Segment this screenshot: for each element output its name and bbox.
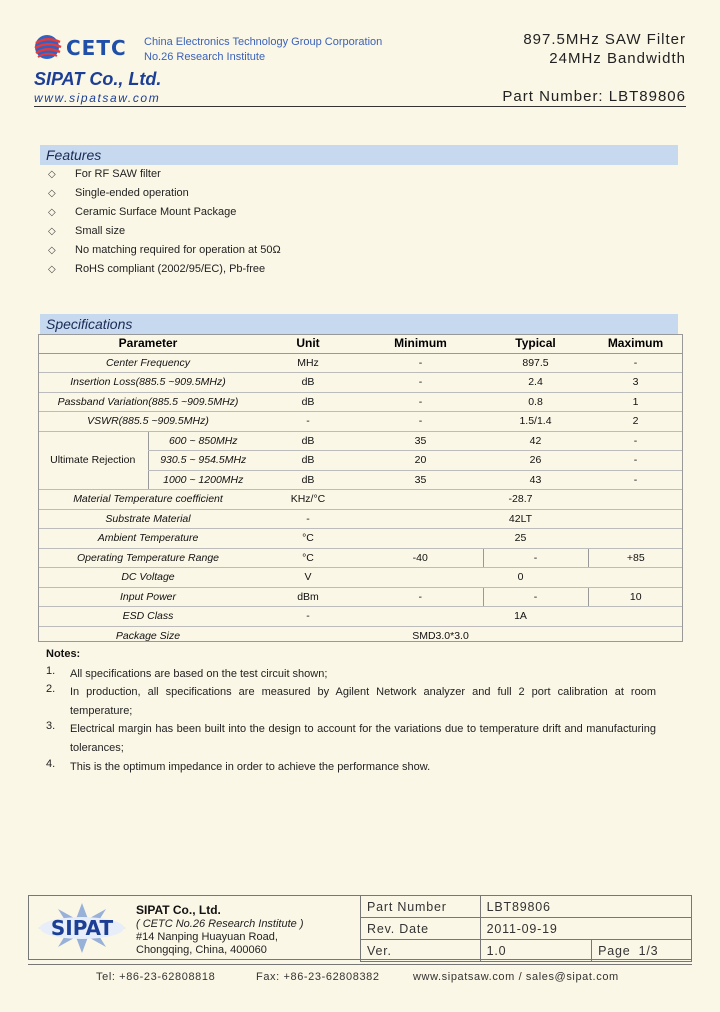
table-row: Input Power dBm - - 10 — [38, 587, 683, 607]
company-name: SIPAT Co., Ltd. — [34, 69, 162, 89]
footer-fax: Fax: +86-23-62808382 — [256, 971, 380, 983]
product-title: 897.5MHz SAW Filter — [523, 31, 686, 48]
org-name: China Electronics Technology Group Corporation — [144, 36, 383, 48]
footer-web-email[interactable]: www.sipatsaw.com / sales@sipat.com — [413, 971, 619, 983]
table-row: ESD Class - 1A — [38, 607, 683, 627]
features-heading: Features — [40, 145, 678, 165]
document-meta-table — [360, 895, 692, 962]
col-header-parameter: Parameter — [38, 334, 258, 353]
table-row: Part Number LBT89806 — [361, 896, 692, 918]
meta-rev-date: 2011-09-19 — [480, 918, 691, 940]
table-row: 1000 ~ 1200MHz dB 35 43 - — [38, 470, 683, 490]
footer-institute: ( CETC No.26 Research Institute ) — [136, 918, 304, 930]
diamond-bullet-icon: ◇ — [48, 169, 56, 180]
feature-item: ◇ Ceramic Surface Mount Package — [48, 204, 281, 223]
meta-version: 1.0 — [480, 940, 592, 962]
footer-company: SIPAT Co., Ltd. — [136, 903, 221, 917]
footer-address-line1: #14 Nanping Huayuan Road, — [136, 931, 278, 943]
globe-icon — [35, 35, 61, 59]
sipat-logo — [34, 901, 130, 955]
table-row: Ver. 1.0 Page 1/3 — [361, 940, 692, 962]
diamond-bullet-icon: ◇ — [48, 226, 56, 237]
meta-part-number: LBT89806 — [480, 896, 691, 918]
footer-address-line2: Chongqing, China, 400060 — [136, 944, 267, 956]
ultimate-rejection-label: Ultimate Rejection — [38, 431, 148, 490]
feature-item: ◇ RoHS compliant (2002/95/EC), Pb-free — [48, 261, 281, 280]
feature-item: ◇ No matching required for operation at 50Ω — [48, 242, 281, 261]
table-row: Operating Temperature Range °C -40 - +85 — [38, 548, 683, 568]
table-row: Center Frequency MHz - 897.5 - — [38, 353, 683, 373]
meta-page: Page 1/3 — [592, 940, 692, 962]
table-row: 930.5 ~ 954.5MHz dB 20 26 - — [38, 451, 683, 471]
footer-tel: Tel: +86-23-62808818 — [96, 971, 216, 983]
diamond-bullet-icon: ◇ — [48, 207, 56, 218]
table-row: Rev. Date 2011-09-19 — [361, 918, 692, 940]
col-header-unit: Unit — [258, 334, 358, 353]
features-list — [48, 166, 281, 280]
table-row: Ambient Temperature °C 25 — [38, 529, 683, 549]
table-row: Material Temperature coefficient KHz/°C -28.7 — [38, 490, 683, 510]
diamond-bullet-icon: ◇ — [48, 245, 56, 256]
diamond-bullet-icon: ◇ — [48, 264, 56, 275]
table-row: DC Voltage V 0 — [38, 568, 683, 588]
header-divider — [34, 106, 686, 107]
table-row: Passband Variation(885.5 ~909.5MHz) dB - 0.8 1 — [38, 392, 683, 412]
col-header-typical: Typical — [483, 334, 588, 353]
part-number-heading: Part Number: LBT89806 — [502, 88, 686, 105]
table-row: Package Size SMD3.0*3.0 — [115, 629, 469, 642]
col-header-maximum: Maximum — [588, 334, 683, 353]
feature-item: ◇ Small size — [48, 223, 281, 242]
table-row: Insertion Loss(885.5 ~909.5MHz) dB - 2.4 3 — [38, 373, 683, 393]
feature-item: ◇ Single-ended operation — [48, 185, 281, 204]
table-row: Substrate Material - 42LT — [38, 509, 683, 529]
col-header-minimum: Minimum — [358, 334, 483, 353]
product-bandwidth: 24MHz Bandwidth — [549, 50, 686, 67]
feature-item: ◇ For RF SAW filter — [48, 166, 281, 185]
org-institute: No.26 Research Institute — [144, 51, 266, 63]
sipat-logo-text: SIPAT — [50, 916, 114, 940]
specifications-table-border — [38, 334, 683, 642]
specifications-heading: Specifications — [40, 314, 678, 334]
table-row: Ultimate Rejection 600 ~ 850MHz dB 35 42 - — [38, 431, 683, 451]
company-website[interactable]: www.sipatsaw.com — [34, 91, 161, 105]
cetc-logo-text: CETC — [66, 36, 127, 60]
table-row: VSWR(885.5 ~909.5MHz) - - 1.5/1.4 2 — [38, 412, 683, 432]
diamond-bullet-icon: ◇ — [48, 188, 56, 199]
notes-heading: Notes: — [46, 648, 81, 660]
footer-divider — [28, 964, 692, 965]
